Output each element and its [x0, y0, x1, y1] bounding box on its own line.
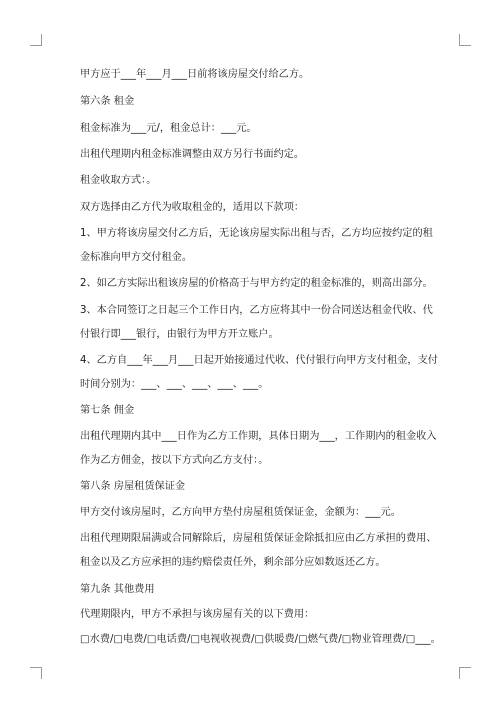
deposit-amount-clause: 甲方交付该房屋时，乙方向甲方垫付房屋租赁保证金，金额为：___元。: [80, 507, 401, 518]
item-4-line-1: 4、乙方自___年___月___日起开始接通过代收、代付银行向甲方支付租金，支付: [80, 355, 438, 366]
crop-mark-bottom-left: [30, 667, 42, 679]
rent-adjustment-clause: 出租代理期内租金标准调整由双方另行书面约定。: [80, 149, 305, 160]
deposit-return-line-2: 租金以及乙方应承担的违约赔偿责任外，剩余部分应如数返还乙方。: [80, 557, 386, 568]
article-9-heading: 第九条 其他费用: [80, 584, 155, 595]
agent-collection-intro: 双方选择由乙方代为收取租金的，适用以下款项：: [80, 202, 305, 213]
fee-checkbox-list: □水费/□电费/□电话费/□电视收视费/□供暖费/□燃气费/□物业管理费/□___。: [80, 634, 441, 645]
rent-standard-clause: 租金标准为___元/，租金总计：___元。: [80, 123, 257, 134]
deposit-return-line-1: 出租代理期限届满或合同解除后，房屋租赁保证金除抵扣应由乙方承担的费用、: [80, 533, 437, 544]
other-fees-intro: 代理期限内，甲方不承担与该房屋有关的以下费用：: [80, 609, 315, 620]
item-3-line-2: 付银行即___银行，由银行为甲方开立账户。: [80, 329, 279, 340]
commission-clause-line-2: 作为乙方佣金，按以下方式向乙方支付：。: [80, 455, 269, 466]
article-7-heading: 第七条 佣金: [80, 405, 135, 416]
commission-clause-line-1: 出租代理期内其中___日作为乙方工作期，具体日期为___，工作期内的租金收入: [80, 431, 437, 442]
item-1-line-2: 金标准向甲方交付租金。: [80, 252, 193, 263]
article-6-heading: 第六条 租金: [80, 96, 135, 107]
item-1-line-1: 1、甲方将该房屋交付乙方后，无论该房屋实际出租与否，乙方均应按约定的租: [80, 228, 433, 239]
delivery-date-clause: 甲方应于___年___月___日前将该房屋交付给乙方。: [80, 69, 310, 80]
crop-mark-top-right: [459, 34, 471, 46]
article-8-heading: 第八条 房屋租赁保证金: [80, 481, 186, 492]
crop-mark-bottom-right: [459, 667, 471, 679]
item-3-line-1: 3、本合同签订之日起三个工作日内，乙方应将其中一份合同送达租金代收、代: [80, 305, 433, 316]
rent-collection-method: 租金收取方式：。: [80, 175, 157, 186]
item-4-line-2: 时间分别为：___、___、___、___、___。: [80, 379, 269, 390]
item-2: 2、如乙方实际出租该房屋的价格高于与甲方约定的租金标准的，则高出部分。: [80, 278, 433, 289]
crop-mark-top-left: [30, 34, 42, 46]
